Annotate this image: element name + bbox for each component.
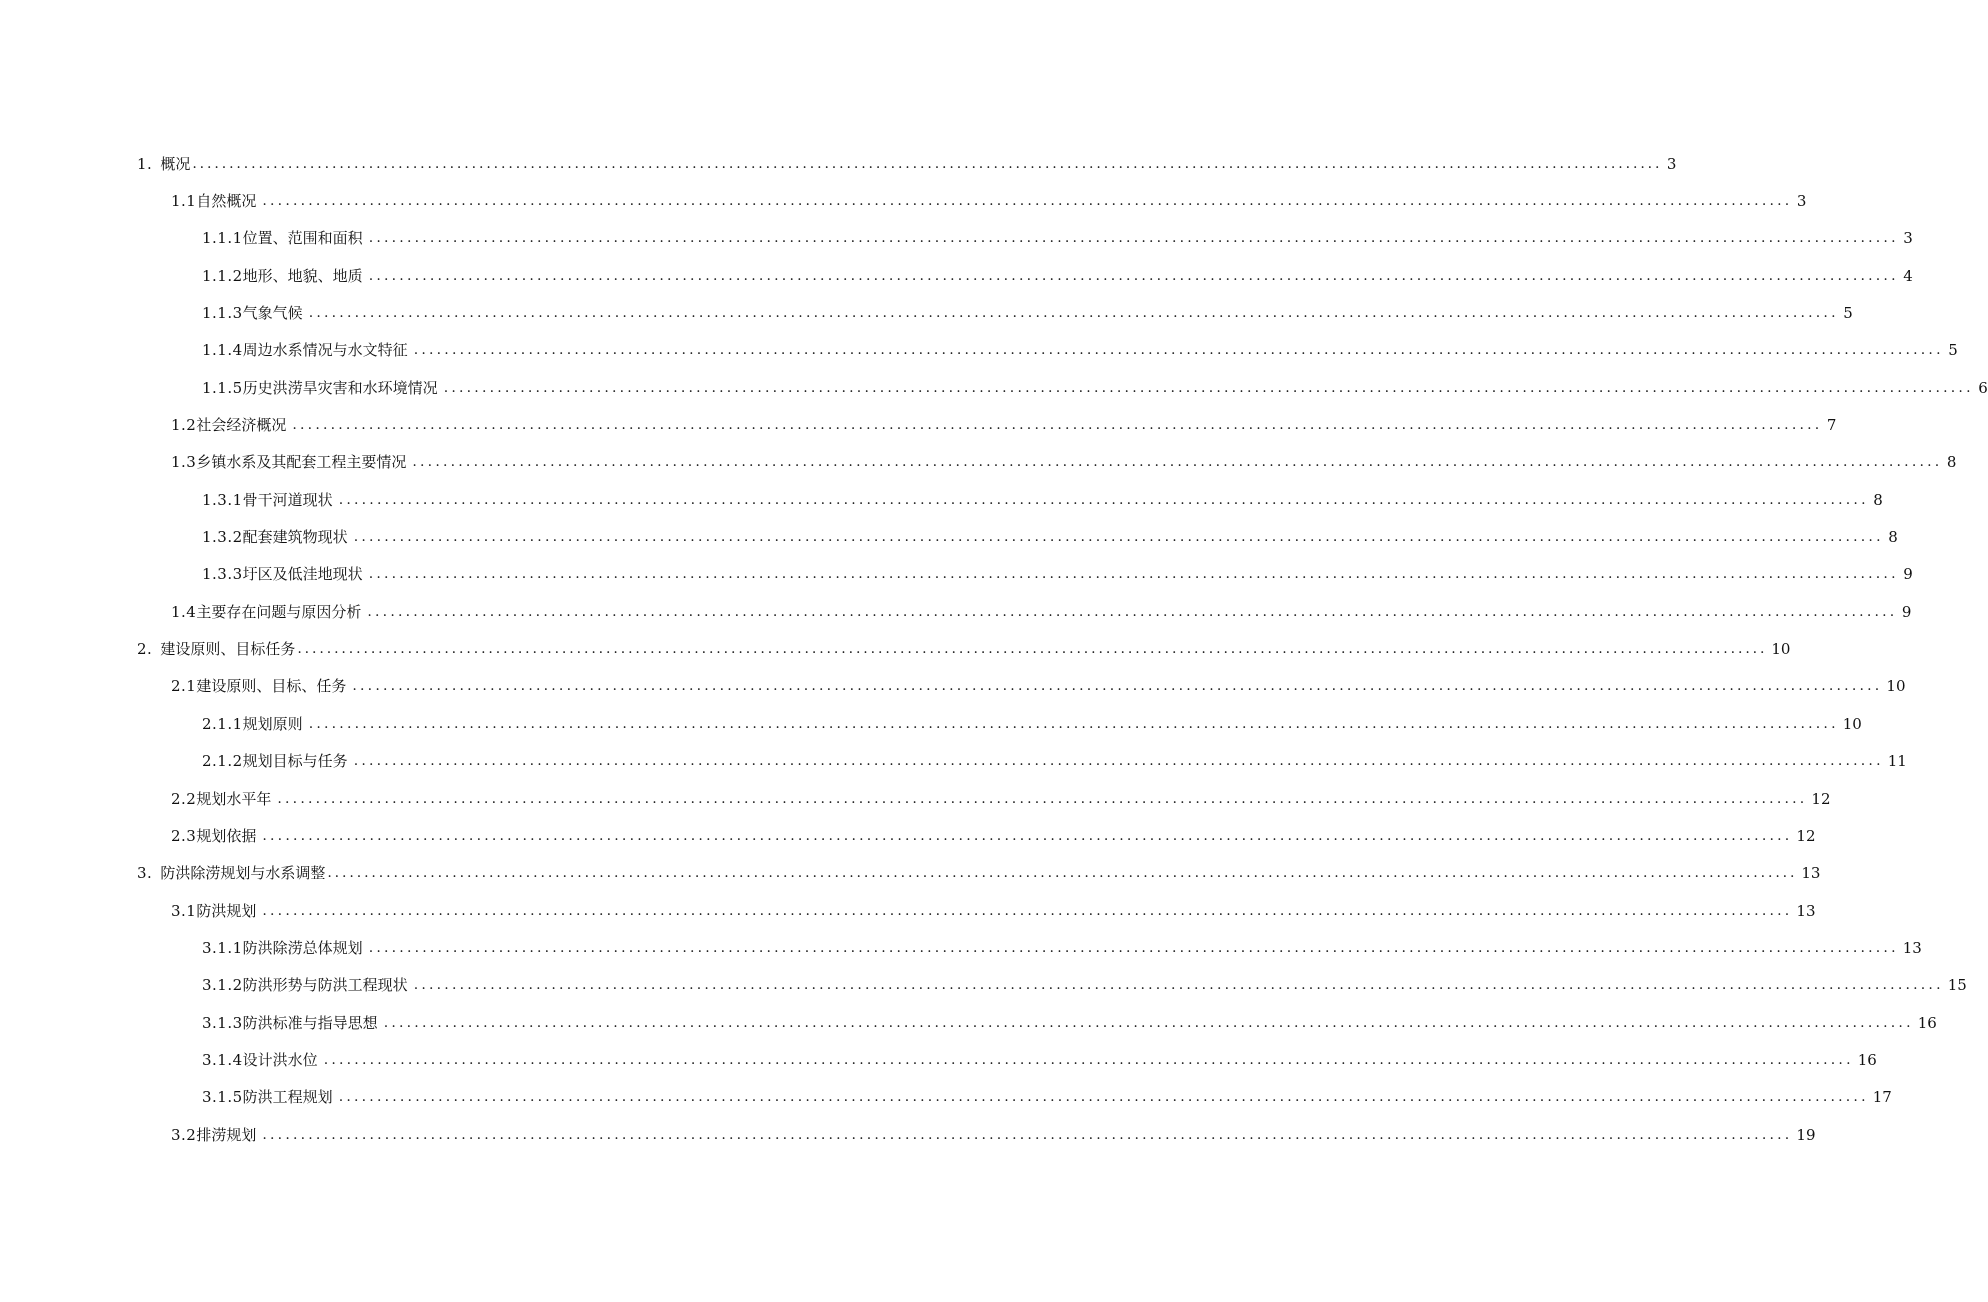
toc-entry-text: 防洪规划 bbox=[196, 901, 257, 920]
toc-entry-text: 主要存在问题与原因分析 bbox=[196, 602, 362, 621]
toc-entry-1-3-1[interactable] bbox=[0, 481, 1883, 518]
toc-entry-1-1-4[interactable] bbox=[0, 332, 1958, 369]
dot-leader: ........................................................................................................................................................................................................ bbox=[327, 865, 1798, 882]
toc-entry-3-2[interactable] bbox=[0, 1116, 1816, 1153]
toc-entry-title bbox=[137, 863, 325, 883]
toc-entry-title bbox=[202, 266, 363, 286]
dot-leader: ........................................................................................................................................................................................................ bbox=[262, 827, 1793, 844]
dot-leader: ........................................................................................................................................................................................................ bbox=[352, 678, 1883, 695]
toc-entry-1-1[interactable] bbox=[0, 182, 1807, 219]
toc-entry-title bbox=[171, 602, 361, 622]
toc-entry-page-number: 12 bbox=[1811, 789, 1831, 808]
toc-entry-3[interactable] bbox=[0, 855, 1821, 892]
dot-leader: ........................................................................................................................................................................................................ bbox=[353, 753, 1884, 770]
toc-entry-text: 自然概况 bbox=[196, 192, 257, 211]
toc-entry-title bbox=[202, 751, 348, 771]
toc-entry-title bbox=[137, 639, 295, 659]
dot-leader: ........................................................................................................................................................................................................ bbox=[262, 1126, 1793, 1143]
toc-entry-number: 1.3.1 bbox=[202, 490, 243, 509]
toc-entry-title bbox=[202, 1013, 378, 1033]
toc-entry-text: 建设原则、目标、任务 bbox=[196, 677, 347, 696]
dot-leader: ........................................................................................................................................................................................................ bbox=[368, 230, 1899, 247]
toc-entry-text: 规划水平年 bbox=[196, 789, 272, 808]
dot-leader: ........................................................................................................................................................................................................ bbox=[338, 1089, 1869, 1106]
toc-entry-number: 3.1.5 bbox=[202, 1088, 243, 1107]
toc-entry-page-number: 8 bbox=[1946, 453, 1957, 472]
toc-entry-title bbox=[171, 1125, 256, 1145]
toc-entry-text: 骨干河道现状 bbox=[242, 490, 333, 509]
dot-leader: ........................................................................................................................................................................................................ bbox=[308, 305, 1839, 322]
toc-entry-text: 防洪标准与指导思想 bbox=[242, 1013, 378, 1032]
toc-entry-number: 3. bbox=[137, 864, 153, 883]
toc-entry-title bbox=[202, 564, 363, 584]
toc-entry-number: 1.3 bbox=[171, 453, 197, 472]
dot-leader: ........................................................................................................................................................................................................ bbox=[413, 977, 1944, 994]
toc-entry-page-number: 3 bbox=[1903, 229, 1913, 248]
toc-entry-page-number: 5 bbox=[1948, 341, 1958, 360]
toc-entry-number: 2.2 bbox=[171, 789, 197, 808]
toc-entry-title bbox=[202, 490, 333, 510]
toc-entry-title bbox=[202, 1050, 318, 1070]
toc-entry-page-number: 6 bbox=[1978, 378, 1988, 397]
toc-entry-number: 1. bbox=[137, 154, 153, 173]
toc-entry-title bbox=[202, 527, 348, 547]
toc-entry-1-3-3[interactable] bbox=[0, 556, 1913, 593]
toc-entry-2-1-1[interactable] bbox=[0, 705, 1862, 742]
toc-entry-text: 位置、范围和面积 bbox=[242, 229, 363, 248]
toc-entry-title bbox=[171, 826, 256, 846]
toc-entry-text: 防洪工程规划 bbox=[242, 1088, 333, 1107]
toc-entry-page-number: 3 bbox=[1666, 154, 1677, 173]
toc-entry-page-number: 8 bbox=[1873, 490, 1883, 509]
toc-entry-title bbox=[202, 714, 303, 734]
toc-entry-title bbox=[171, 191, 256, 211]
toc-entry-page-number: 8 bbox=[1888, 528, 1898, 547]
toc-entry-text: 规划依据 bbox=[196, 826, 257, 845]
toc-entry-text: 气象气候 bbox=[242, 304, 303, 323]
toc-entry-number: 2.1 bbox=[171, 677, 197, 696]
dot-leader: ........................................................................................................................................................................................................ bbox=[383, 1014, 1914, 1031]
toc-entry-title bbox=[171, 789, 271, 809]
toc-entry-1-1-3[interactable] bbox=[0, 294, 1853, 331]
toc-entry-number: 3.2 bbox=[171, 1125, 197, 1144]
toc-entry-page-number: 3 bbox=[1796, 192, 1807, 211]
toc-entry-page-number: 4 bbox=[1903, 266, 1913, 285]
toc-entry-page-number: 16 bbox=[1857, 1050, 1877, 1069]
dot-leader: ........................................................................................................................................................................................................ bbox=[292, 417, 1823, 434]
toc-entry-page-number: 7 bbox=[1826, 416, 1837, 435]
toc-entry-number: 1.4 bbox=[171, 602, 197, 621]
toc-entry-title bbox=[202, 303, 303, 323]
toc-entry-title bbox=[171, 415, 286, 435]
toc-entry-number: 2.1.2 bbox=[202, 752, 243, 771]
toc-entry-number: 1.1.4 bbox=[202, 341, 243, 360]
dot-leader: ........................................................................................................................................................................................................ bbox=[277, 790, 1808, 807]
toc-entry-1-1-5[interactable] bbox=[0, 369, 1988, 406]
toc-entry-1-2[interactable] bbox=[0, 406, 1837, 443]
toc-entry-2-1-2[interactable] bbox=[0, 743, 1907, 780]
table-of-contents bbox=[0, 145, 1988, 1153]
toc-entry-number: 3.1.4 bbox=[202, 1050, 243, 1069]
toc-entry-page-number: 10 bbox=[1771, 640, 1791, 659]
toc-entry-number: 3.1.2 bbox=[202, 976, 243, 995]
toc-entry-3-1-2[interactable] bbox=[0, 967, 1967, 1004]
toc-entry-text: 周边水系情况与水文特征 bbox=[242, 341, 408, 360]
toc-entry-number: 1.2 bbox=[171, 416, 197, 435]
toc-entry-number: 1.3.3 bbox=[202, 565, 243, 584]
toc-entry-title bbox=[171, 452, 406, 472]
toc-entry-page-number: 15 bbox=[1947, 976, 1967, 995]
toc-entry-number: 2.1.1 bbox=[202, 714, 243, 733]
dot-leader: ........................................................................................................................................................................................................ bbox=[262, 902, 1793, 919]
toc-entry-1-1-2[interactable] bbox=[0, 257, 1913, 294]
toc-entry-page-number: 10 bbox=[1842, 714, 1862, 733]
toc-entry-text: 规划原则 bbox=[242, 714, 303, 733]
toc-entry-2-3[interactable] bbox=[0, 817, 1816, 854]
dot-leader: ........................................................................................................................................................................................................ bbox=[308, 715, 1839, 732]
dot-leader: ........................................................................................................................................................................................................ bbox=[367, 603, 1898, 620]
toc-entry-text: 概况 bbox=[160, 154, 191, 173]
dot-leader: ........................................................................................................................................................................................................ bbox=[192, 155, 1663, 172]
toc-entry-3-1-3[interactable] bbox=[0, 1004, 1937, 1041]
toc-entry-1[interactable] bbox=[0, 145, 1677, 182]
dot-leader: ........................................................................................................................................................................................................ bbox=[413, 342, 1944, 359]
dot-leader: ........................................................................................................................................................................................................ bbox=[297, 641, 1768, 658]
toc-entry-3-1-1[interactable] bbox=[0, 929, 1922, 966]
toc-entry-1-4[interactable] bbox=[0, 593, 1912, 630]
toc-entry-2-1[interactable] bbox=[0, 668, 1906, 705]
toc-entry-text: 地形、地貌、地质 bbox=[242, 266, 363, 285]
toc-entry-title bbox=[202, 340, 408, 360]
toc-entry-number: 1.1.1 bbox=[202, 229, 243, 248]
toc-entry-3-1[interactable] bbox=[0, 892, 1816, 929]
toc-entry-page-number: 10 bbox=[1886, 677, 1906, 696]
toc-entry-title bbox=[202, 378, 438, 398]
dot-leader: ........................................................................................................................................................................................................ bbox=[412, 454, 1943, 471]
toc-entry-title bbox=[171, 676, 346, 696]
toc-entry-text: 防洪除涝总体规划 bbox=[242, 938, 363, 957]
toc-entry-number: 3.1.1 bbox=[202, 938, 243, 957]
toc-entry-title bbox=[202, 228, 363, 248]
toc-entry-title bbox=[137, 154, 190, 174]
dot-leader: ........................................................................................................................................................................................................ bbox=[353, 529, 1884, 546]
toc-entry-text: 圩区及低洼地现状 bbox=[242, 565, 363, 584]
toc-entry-page-number: 9 bbox=[1901, 602, 1912, 621]
dot-leader: ........................................................................................................................................................................................................ bbox=[443, 379, 1974, 396]
toc-entry-page-number: 13 bbox=[1801, 864, 1821, 883]
toc-entry-text: 防洪形势与防洪工程现状 bbox=[242, 976, 408, 995]
toc-entry-2-2[interactable] bbox=[0, 780, 1831, 817]
toc-entry-number: 2.3 bbox=[171, 826, 197, 845]
toc-entry-title bbox=[202, 938, 363, 958]
toc-entry-number: 3.1 bbox=[171, 901, 197, 920]
toc-entry-number: 3.1.3 bbox=[202, 1013, 243, 1032]
toc-entry-number: 1.1 bbox=[171, 192, 197, 211]
toc-entry-page-number: 5 bbox=[1843, 304, 1853, 323]
toc-entry-number: 1.1.3 bbox=[202, 304, 243, 323]
toc-entry-text: 建设原则、目标任务 bbox=[160, 640, 296, 659]
toc-entry-text: 配套建筑物现状 bbox=[242, 528, 348, 547]
toc-entry-number: 1.1.5 bbox=[202, 378, 243, 397]
toc-entry-2[interactable] bbox=[0, 630, 1791, 667]
toc-entry-page-number: 12 bbox=[1796, 826, 1816, 845]
toc-entry-1-3-2[interactable] bbox=[0, 518, 1898, 555]
toc-entry-page-number: 17 bbox=[1872, 1088, 1892, 1107]
dot-leader: ........................................................................................................................................................................................................ bbox=[323, 1051, 1854, 1068]
toc-entry-page-number: 13 bbox=[1796, 901, 1816, 920]
toc-entry-title bbox=[171, 901, 256, 921]
toc-entry-title bbox=[202, 1087, 333, 1107]
dot-leader: ........................................................................................................................................................................................................ bbox=[368, 566, 1899, 583]
toc-entry-3-1-4[interactable] bbox=[0, 1041, 1877, 1078]
toc-entry-number: 1.3.2 bbox=[202, 528, 243, 547]
toc-entry-page-number: 16 bbox=[1917, 1013, 1937, 1032]
dot-leader: ........................................................................................................................................................................................................ bbox=[368, 939, 1899, 956]
toc-entry-text: 历史洪涝旱灾害和水环境情况 bbox=[242, 378, 438, 397]
toc-entry-number: 1.1.2 bbox=[202, 266, 243, 285]
dot-leader: ........................................................................................................................................................................................................ bbox=[262, 193, 1793, 210]
toc-entry-text: 设计洪水位 bbox=[242, 1050, 318, 1069]
toc-entry-page-number: 9 bbox=[1903, 565, 1913, 584]
toc-entry-page-number: 11 bbox=[1887, 752, 1907, 771]
dot-leader: ........................................................................................................................................................................................................ bbox=[368, 267, 1899, 284]
toc-entry-number: 2. bbox=[137, 640, 153, 659]
toc-entry-text: 排涝规划 bbox=[196, 1125, 257, 1144]
toc-entry-3-1-5[interactable] bbox=[0, 1079, 1892, 1116]
toc-entry-1-3[interactable] bbox=[0, 444, 1957, 481]
toc-entry-text: 乡镇水系及其配套工程主要情况 bbox=[196, 453, 407, 472]
dot-leader: ........................................................................................................................................................................................................ bbox=[338, 491, 1869, 508]
toc-entry-page-number: 13 bbox=[1902, 938, 1922, 957]
toc-entry-text: 防洪除涝规划与水系调整 bbox=[160, 864, 326, 883]
toc-entry-text: 规划目标与任务 bbox=[242, 752, 348, 771]
toc-entry-title bbox=[202, 975, 408, 995]
toc-entry-1-1-1[interactable] bbox=[0, 220, 1913, 257]
toc-entry-page-number: 19 bbox=[1796, 1125, 1816, 1144]
toc-entry-text: 社会经济概况 bbox=[196, 416, 287, 435]
